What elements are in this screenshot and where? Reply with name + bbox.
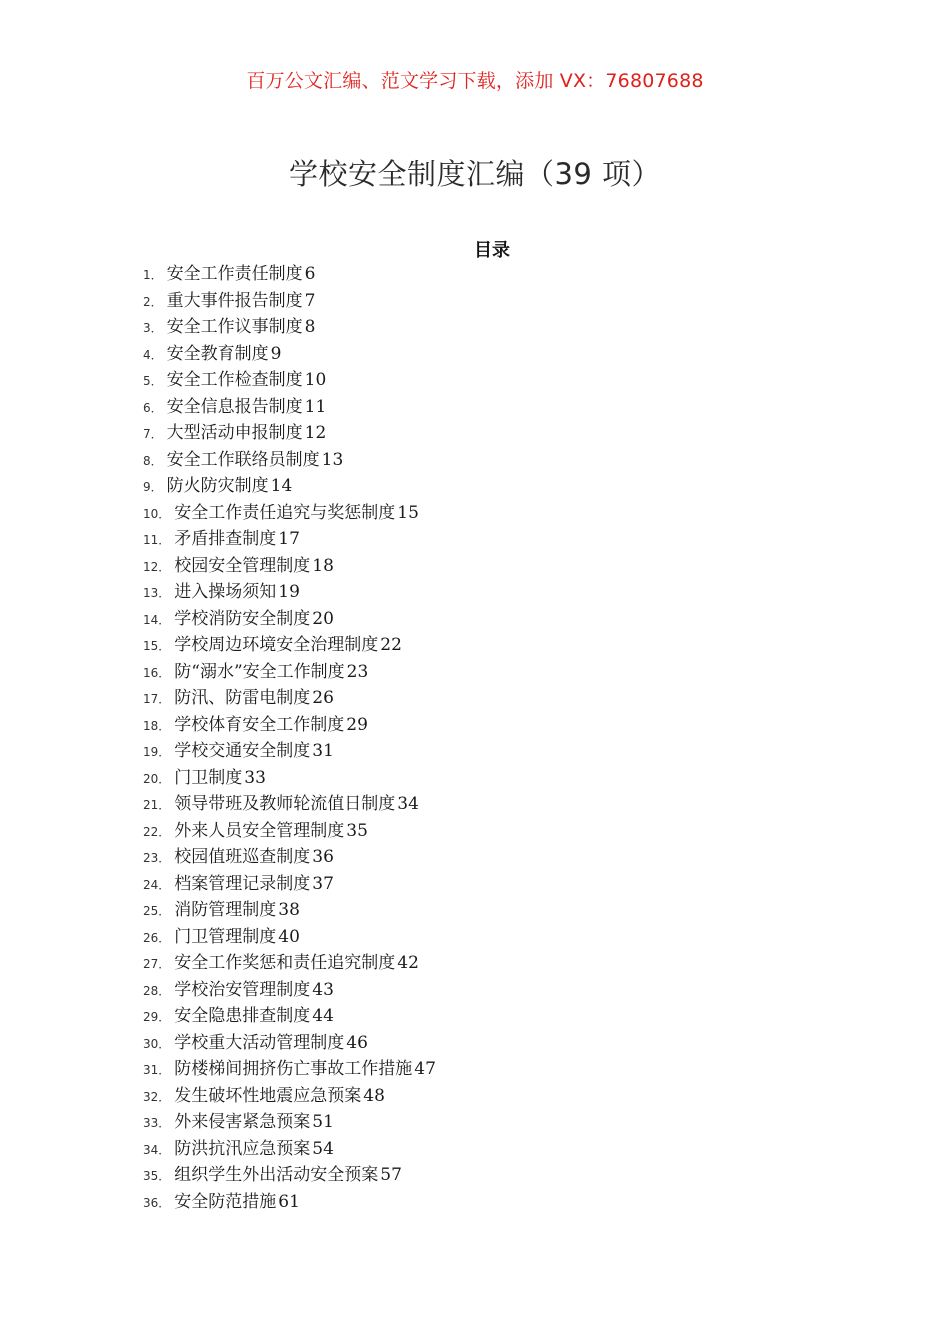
toc-entry[interactable] <box>143 738 436 765</box>
toc-entry-title: 防楼梯间拥挤伤亡事故工作措施 <box>174 1059 413 1079</box>
toc-entry-title: 学校交通安全制度 <box>174 741 311 761</box>
toc-entry[interactable] <box>143 394 436 421</box>
toc-entry-page: 42 <box>397 953 419 973</box>
toc-entry-title: 外来侵害紧急预案 <box>174 1112 311 1132</box>
toc-heading: 目录 <box>474 240 510 261</box>
toc-entry-title: 安全教育制度 <box>166 343 269 364</box>
toc-entry-page: 54 <box>312 1138 334 1159</box>
toc-entry-page: 29 <box>346 714 368 735</box>
toc-entry-page: 61 <box>278 1191 300 1212</box>
toc-entry-number: 13． <box>143 586 171 600</box>
toc-entry-number: 28． <box>143 983 171 998</box>
toc-entry[interactable] <box>143 1136 436 1163</box>
toc-entry-number: 22． <box>143 824 171 839</box>
toc-entry-number: 9． <box>143 480 163 494</box>
toc-entry-title: 重大事件报告制度 <box>166 290 303 311</box>
toc-entry-page: 17 <box>278 529 300 549</box>
toc-entry-page: 11 <box>304 396 327 417</box>
toc-entry[interactable] <box>143 261 436 288</box>
toc-entry-page: 20 <box>312 608 334 629</box>
toc-entry-title: 档案管理记录制度 <box>174 873 311 894</box>
toc-entry-number: 34． <box>143 1142 171 1157</box>
toc-entry-title: 安全工作责任制度 <box>166 264 303 284</box>
toc-entry-number: 16． <box>143 665 171 680</box>
toc-entry-number: 21． <box>143 798 171 812</box>
toc-entry-number: 7． <box>143 427 163 441</box>
toc-entry-title: 校园安全管理制度 <box>174 555 311 576</box>
toc-entry-page: 10 <box>304 370 327 390</box>
toc-entry-page: 44 <box>312 1006 334 1026</box>
toc-entry-page: 38 <box>278 900 300 920</box>
toc-entry-page: 33 <box>244 767 266 788</box>
toc-entry[interactable] <box>143 553 436 580</box>
toc-entry-title: 学校治安管理制度 <box>174 979 311 1000</box>
toc-entry-title: 消防管理制度 <box>174 900 277 920</box>
toc-entry[interactable] <box>143 500 436 527</box>
toc-entry-number: 10． <box>143 506 171 521</box>
toc-entry-number: 30． <box>143 1036 171 1051</box>
toc-entry-number: 26． <box>143 930 171 945</box>
toc-entry[interactable] <box>143 341 436 368</box>
toc-entry-title: 大型活动申报制度 <box>166 423 303 443</box>
toc-entry-title: 学校重大活动管理制度 <box>174 1032 345 1053</box>
header-note: 百万公文汇编、范文学习下载，添加 VX：76807688 <box>246 70 704 92</box>
toc-entry[interactable] <box>143 1162 436 1189</box>
toc-entry-number: 14． <box>143 612 171 627</box>
toc-entry-number: 33． <box>143 1116 171 1130</box>
toc-entry-number: 6． <box>143 400 163 415</box>
toc-entry-number: 4． <box>143 347 163 362</box>
toc-entry-title: 防火防灾制度 <box>166 476 269 496</box>
toc-entry-title: 安全隐患排查制度 <box>174 1006 311 1026</box>
toc-entry[interactable] <box>143 685 436 712</box>
toc-entry-number: 11． <box>143 533 171 547</box>
toc-entry[interactable] <box>143 447 436 474</box>
toc-entry-title: 组织学生外出活动安全预案 <box>174 1165 379 1185</box>
toc-entry-number: 5． <box>143 374 163 388</box>
toc-entry-title: 安全工作奖惩和责任追究制度 <box>174 953 396 973</box>
toc-entry[interactable] <box>143 712 436 739</box>
toc-entry[interactable] <box>143 288 436 315</box>
toc-entry-title: 安全防范措施 <box>174 1191 277 1212</box>
toc-entry-page: 36 <box>312 847 334 867</box>
toc-entry-title: 安全工作议事制度 <box>166 317 303 337</box>
toc-entry-number: 24． <box>143 877 171 892</box>
toc-entry-number: 29． <box>143 1010 171 1024</box>
toc-entry-title: 领导带班及教师轮流值日制度 <box>174 794 396 814</box>
toc-entry-number: 32． <box>143 1089 171 1104</box>
toc-entry-page: 9 <box>270 343 282 364</box>
toc-entry-page: 6 <box>304 264 316 284</box>
toc-entry-page: 48 <box>363 1085 385 1106</box>
toc-entry-title: 防“溺水”安全工作制度 <box>174 661 345 682</box>
toc-entry[interactable] <box>143 977 436 1004</box>
toc-entry[interactable] <box>143 579 436 606</box>
toc-entry-title: 进入操场须知 <box>174 582 277 602</box>
toc-entry-number: 2． <box>143 294 163 309</box>
toc-entry-page: 51 <box>312 1112 334 1132</box>
toc-entry-title: 学校体育安全工作制度 <box>174 714 345 735</box>
toc-entry-page: 22 <box>380 635 402 655</box>
toc-entry-number: 3． <box>143 321 163 335</box>
toc-entry-title: 防洪抗汛应急预案 <box>174 1138 311 1159</box>
toc-entry-title: 外来人员安全管理制度 <box>174 820 345 841</box>
toc-entry[interactable] <box>143 632 436 659</box>
toc-entry[interactable] <box>143 367 436 394</box>
toc-entry-number: 8． <box>143 453 163 468</box>
toc-entry-page: 37 <box>312 873 334 894</box>
toc-entry-title: 发生破坏性地震应急预案 <box>174 1085 362 1106</box>
toc-entry-page: 46 <box>346 1032 368 1053</box>
toc-entry[interactable] <box>143 473 436 500</box>
toc-entry-title: 安全工作责任追究与奖惩制度 <box>174 502 396 523</box>
toc-entry[interactable] <box>143 314 436 341</box>
toc-entry-number: 35． <box>143 1169 171 1183</box>
toc-entry-page: 19 <box>278 582 300 602</box>
toc-entry-page: 57 <box>380 1165 402 1185</box>
toc-entry-title: 矛盾排查制度 <box>174 529 277 549</box>
toc-entry-page: 40 <box>278 926 300 947</box>
toc-entry[interactable] <box>143 871 436 898</box>
toc-entry-number: 23． <box>143 851 171 865</box>
toc-entry-title: 学校消防安全制度 <box>174 608 311 629</box>
page-title: 学校安全制度汇编（39 项） <box>288 157 662 191</box>
toc-entry-number: 25． <box>143 904 171 918</box>
toc-entry-number: 31． <box>143 1063 171 1077</box>
toc-entry-title: 安全工作检查制度 <box>166 370 303 390</box>
toc-entry-number: 18． <box>143 718 171 733</box>
toc-entry[interactable] <box>143 844 436 871</box>
toc-entry-page: 8 <box>304 317 316 337</box>
toc-entry-page: 23 <box>346 661 369 682</box>
toc-entry[interactable] <box>143 897 436 924</box>
toc-entry[interactable] <box>143 1109 436 1136</box>
toc-entry-number: 19． <box>143 745 171 759</box>
toc-entry-page: 13 <box>321 449 344 470</box>
toc-entry-page: 18 <box>312 555 334 576</box>
toc-entry[interactable] <box>143 1083 436 1110</box>
toc-entry-number: 12． <box>143 559 171 574</box>
toc-entry-number: 20． <box>143 771 171 786</box>
toc-entry[interactable] <box>143 526 436 553</box>
toc-entry-page: 14 <box>270 476 293 496</box>
toc-entry-title: 校园值班巡查制度 <box>174 847 311 867</box>
toc-entry-number: 15． <box>143 639 171 653</box>
toc-entry[interactable] <box>143 659 436 686</box>
toc-entry-page: 34 <box>397 794 419 814</box>
toc-entry-title: 安全信息报告制度 <box>166 396 303 417</box>
toc-entry[interactable] <box>143 818 436 845</box>
toc-entry-page: 47 <box>414 1059 436 1079</box>
toc-entry[interactable] <box>143 791 436 818</box>
table-of-contents <box>143 261 436 1215</box>
toc-entry-number: 27． <box>143 957 171 971</box>
toc-entry-page: 26 <box>312 688 334 708</box>
toc-entry[interactable] <box>143 765 436 792</box>
toc-entry[interactable] <box>143 606 436 633</box>
toc-entry[interactable] <box>143 1003 436 1030</box>
toc-entry-page: 15 <box>397 502 419 523</box>
toc-entry-page: 12 <box>304 423 327 443</box>
toc-entry[interactable] <box>143 1030 436 1057</box>
toc-entry-page: 35 <box>346 820 368 841</box>
toc-entry-title: 门卫制度 <box>174 767 243 788</box>
toc-entry-title: 学校周边环境安全治理制度 <box>174 635 379 655</box>
toc-entry-title: 安全工作联络员制度 <box>166 449 320 470</box>
toc-entry-title: 防汛、防雷电制度 <box>174 688 311 708</box>
toc-entry[interactable] <box>143 950 436 977</box>
toc-entry[interactable] <box>143 1056 436 1083</box>
toc-entry[interactable] <box>143 420 436 447</box>
toc-entry-page: 7 <box>304 290 316 311</box>
toc-entry-number: 17． <box>143 692 171 706</box>
toc-entry-page: 43 <box>312 979 334 1000</box>
toc-entry-number: 1． <box>143 268 163 282</box>
toc-entry[interactable] <box>143 1189 436 1216</box>
toc-entry-title: 门卫管理制度 <box>174 926 277 947</box>
toc-entry-page: 31 <box>312 741 334 761</box>
toc-entry-number: 36． <box>143 1195 171 1210</box>
toc-entry[interactable] <box>143 924 436 951</box>
